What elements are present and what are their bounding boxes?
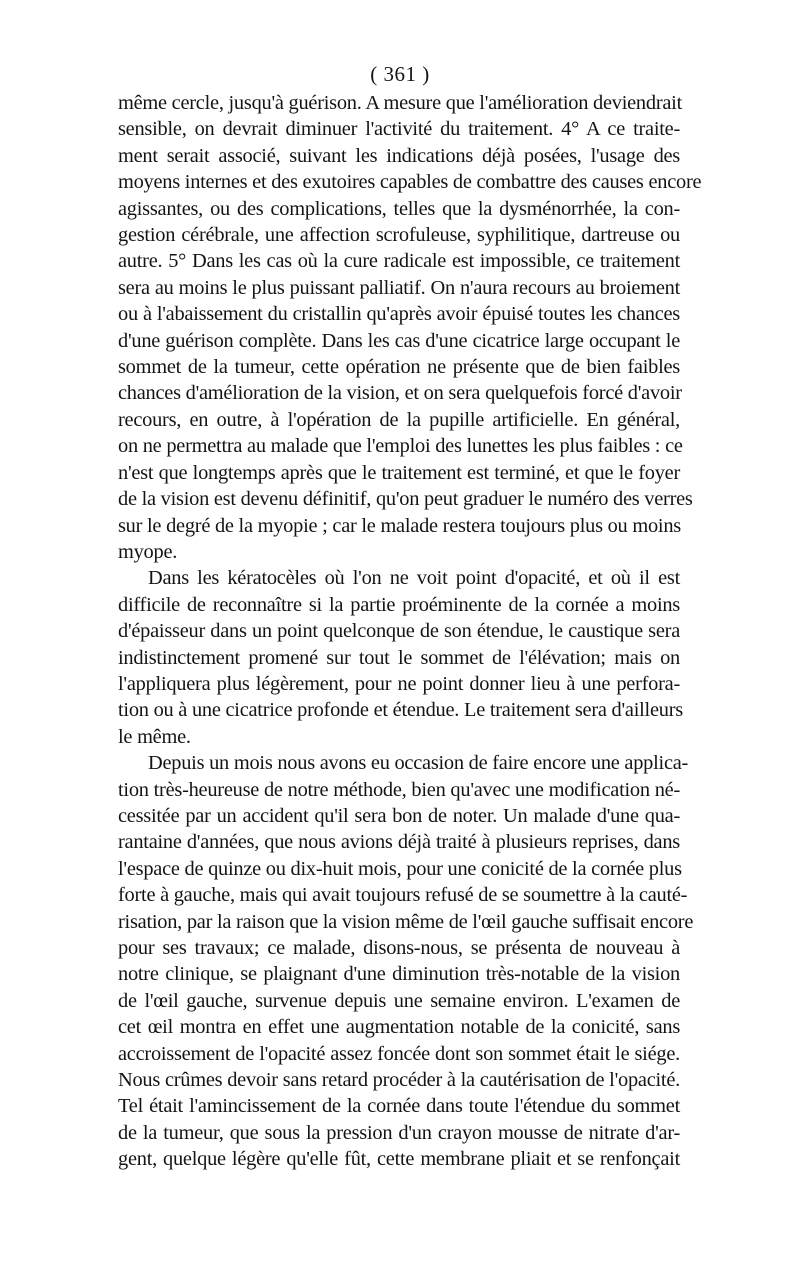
text-line: le même. — [118, 725, 191, 748]
text-line: difficile de reconnaître si la partie proéminente de la cornée a moins — [118, 593, 680, 616]
text-line: tion très-heureuse de notre méthode, bien qu'avec une modification né- — [118, 778, 680, 801]
text-line: sera au moins le plus puissant palliatif. On n'aura recours au broiement — [118, 276, 680, 299]
text-line: tion ou à une cicatrice profonde et étendue. Le traitement sera d'ailleurs — [118, 699, 683, 722]
text-line: ment serait associé, suivant les indications déjà posées, l'usage des — [118, 144, 680, 167]
text-line: cet œil montra en effet une augmentation notable de la conicité, sans — [118, 1016, 680, 1039]
text-line: accroissement de l'opacité assez foncée dont son sommet était le siége. — [118, 1042, 680, 1065]
paragraph-3 — [118, 750, 694, 1173]
text-line: indistinctement promené sur tout le sommet de l'élévation; mais on — [118, 646, 680, 669]
text-line: de la vision est devenu définitif, qu'on peut graduer le numéro des verres — [118, 488, 693, 511]
page-number: ( 361 ) — [370, 62, 430, 86]
text-line: Depuis un mois nous avons eu occasion de faire encore une applica- — [148, 752, 689, 775]
text-line: l'appliquera plus légèrement, pour ne point donner lieu à une perfora- — [118, 672, 680, 695]
body-text — [118, 90, 702, 1173]
text-line: rantaine d'années, que nous avions déjà traité à plusieurs reprises, dans — [118, 831, 680, 854]
text-line: chances d'amélioration de la vision, et on sera quelquefois forcé d'avoir — [118, 382, 682, 405]
paragraph-1 — [118, 90, 702, 565]
text-line: d'épaisseur dans un point quelconque de son étendue, le caustique sera — [118, 620, 680, 643]
text-line: même cercle, jusqu'à guérison. A mesure que l'amélioration deviendrait — [118, 92, 682, 114]
text-line: myope. — [118, 540, 178, 563]
text-line: n'est que longtemps après que le traitement est terminé, et que le foyer — [118, 461, 680, 484]
text-line: sommet de la tumeur, cette opération ne présente que de bien faibles — [118, 356, 680, 379]
text-line: sensible, on devrait diminuer l'activité du traitement. 4° A ce traite- — [118, 118, 680, 141]
text-line: on ne permettra au malade que l'emploi des lunettes les plus faibles : ce — [118, 435, 683, 458]
text-line: ou à l'abaissement du cristallin qu'après avoir épuisé toutes les chances — [118, 303, 680, 326]
text-line: moyens internes et des exutoires capables de combattre des causes encore — [118, 171, 702, 194]
text-line: de l'œil gauche, survenue depuis une semaine environ. L'examen de — [118, 989, 680, 1012]
text-line: sur le degré de la myopie ; car le malade restera toujours plus ou moins — [118, 514, 681, 537]
text-line: recours, en outre, à l'opération de la pupille artificielle. En général, — [118, 408, 680, 431]
text-line: cessitée par un accident qu'il sera bon de noter. Un malade d'une qua- — [118, 804, 680, 827]
paragraph-2 — [118, 565, 683, 750]
text-line: notre clinique, se plaignant d'une diminution très-notable de la vision — [118, 963, 680, 986]
text-line: gent, quelque légère qu'elle fût, cette membrane pliait et se renfonçait — [118, 1148, 680, 1171]
text-line: d'une guérison complète. Dans les cas d'une cicatrice large occupant le — [118, 329, 680, 352]
text-line: Tel était l'amincissement de la cornée dans toute l'étendue du sommet — [118, 1095, 680, 1118]
text-line: pour ses travaux; ce malade, disons-nous, se présenta de nouveau à — [118, 937, 680, 959]
text-line: Nous crûmes devoir sans retard procéder à la cautérisation de l'opacité. — [118, 1069, 680, 1092]
text-line: agissantes, ou des complications, telles que la dysménorrhée, la con- — [118, 197, 680, 220]
text-line: de la tumeur, que sous la pression d'un crayon mousse de nitrate d'ar- — [118, 1121, 680, 1144]
text-line: Dans les kératocèles où l'on ne voit point d'opacité, et où il est — [148, 567, 680, 590]
text-line: forte à gauche, mais qui avait toujours refusé de se soumettre à la cauté- — [118, 884, 688, 907]
text-line: risation, par la raison que la vision même de l'œil gauche suffisait encore — [118, 910, 694, 933]
text-line: autre. 5° Dans les cas où la cure radicale est impossible, ce traitement — [118, 250, 680, 273]
text-line: gestion cérébrale, une affection scrofuleuse, syphilitique, dartreuse ou — [118, 224, 680, 247]
text-line: l'espace de quinze ou dix-huit mois, pour une conicité de la cornée plus — [118, 857, 682, 880]
